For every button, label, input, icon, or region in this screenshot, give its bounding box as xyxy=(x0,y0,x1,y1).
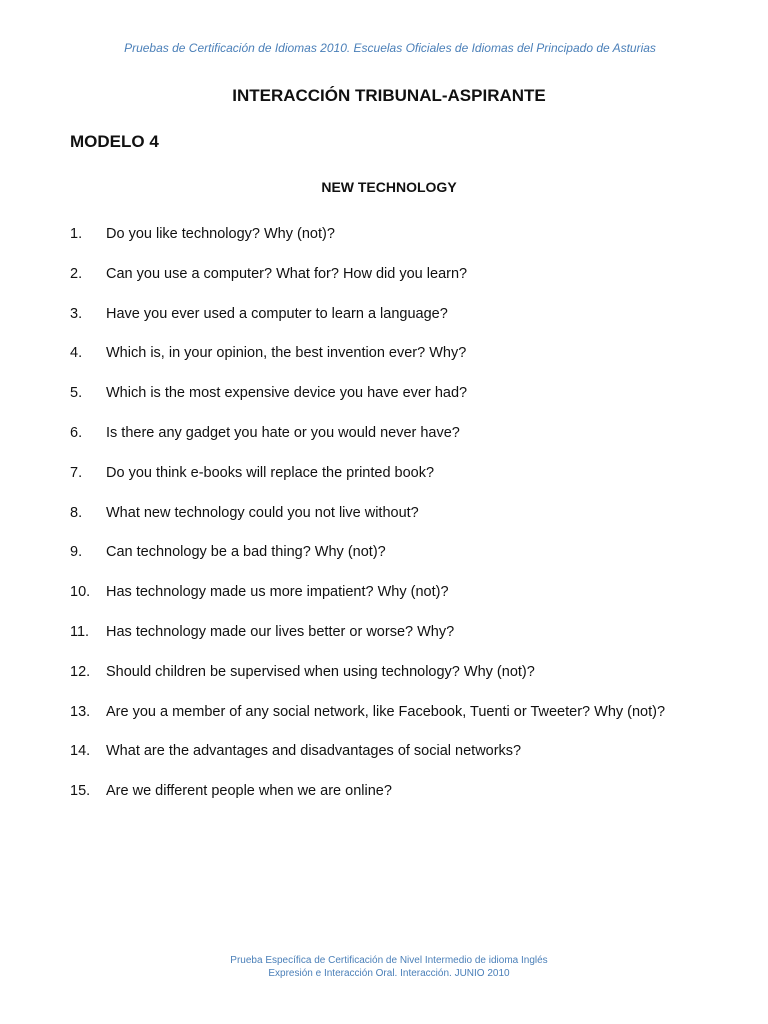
question-text: Can you use a computer? What for? How did you learn? xyxy=(106,265,468,282)
question-item xyxy=(70,465,750,505)
question-item xyxy=(70,306,750,346)
question-item xyxy=(70,544,750,584)
question-text: What new technology could you not live without? xyxy=(106,504,419,521)
model-title: MODELO 4 xyxy=(70,132,159,151)
question-number: 13. xyxy=(70,703,91,720)
question-text: Is there any gadget you hate or you would never have? xyxy=(106,424,460,441)
question-item xyxy=(70,704,750,744)
document-title: INTERACCIÓN TRIBUNAL-ASPIRANTE xyxy=(232,86,546,105)
question-item xyxy=(70,425,750,465)
question-item xyxy=(70,783,750,823)
question-item xyxy=(70,226,750,266)
question-text: Which is the most expensive device you have ever had? xyxy=(106,385,468,402)
question-item xyxy=(70,664,750,704)
question-text: Are we different people when we are online? xyxy=(106,783,392,800)
question-number: 8. xyxy=(70,504,83,521)
question-item xyxy=(70,345,750,385)
question-number: 10. xyxy=(70,584,91,601)
footer xyxy=(0,954,768,980)
question-text: Has technology made us more impatient? Why (not)? xyxy=(106,584,449,601)
question-item xyxy=(70,584,750,624)
question-item xyxy=(70,624,750,664)
question-number: 15. xyxy=(70,783,91,800)
question-number: 11. xyxy=(70,623,90,640)
footer-line-2: Expresión e Interacción Oral. Interacción. JUNIO 2010 xyxy=(268,968,510,979)
question-item xyxy=(70,743,750,783)
question-text: Are you a member of any social network, like Facebook, Tuenti or Tweeter? Why (not)? xyxy=(106,703,666,720)
topic-title: NEW TECHNOLOGY xyxy=(321,179,457,195)
question-text: What are the advantages and disadvantages of social networks? xyxy=(106,743,522,760)
question-text: Do you think e-books will replace the printed book? xyxy=(106,464,435,481)
question-number: 5. xyxy=(70,385,83,402)
question-list xyxy=(70,226,750,823)
question-number: 2. xyxy=(70,265,83,282)
question-text: Which is, in your opinion, the best invention ever? Why? xyxy=(106,345,467,362)
question-number: 12. xyxy=(70,663,91,680)
question-number: 9. xyxy=(70,544,83,561)
question-number: 4. xyxy=(70,345,83,362)
question-number: 6. xyxy=(70,424,83,441)
question-item xyxy=(70,385,750,425)
question-text: Has technology made our lives better or worse? Why? xyxy=(106,623,455,640)
header-note: Pruebas de Certificación de Idiomas 2010. Escuelas Oficiales de Idiomas del Principado de Asturias xyxy=(124,41,656,55)
question-text: Should children be supervised when using technology? Why (not)? xyxy=(106,663,535,680)
question-number: 3. xyxy=(70,305,83,322)
question-number: 7. xyxy=(70,464,83,481)
question-item xyxy=(70,505,750,545)
question-text: Do you like technology? Why (not)? xyxy=(106,226,335,242)
question-text: Have you ever used a computer to learn a language? xyxy=(106,305,448,322)
question-item xyxy=(70,266,750,306)
question-text: Can technology be a bad thing? Why (not)? xyxy=(106,544,386,561)
question-number: 1. xyxy=(70,226,83,242)
footer-line-1: Prueba Específica de Certificación de Nivel Intermedio de idioma Inglés xyxy=(230,955,548,966)
question-number: 14. xyxy=(70,743,91,760)
